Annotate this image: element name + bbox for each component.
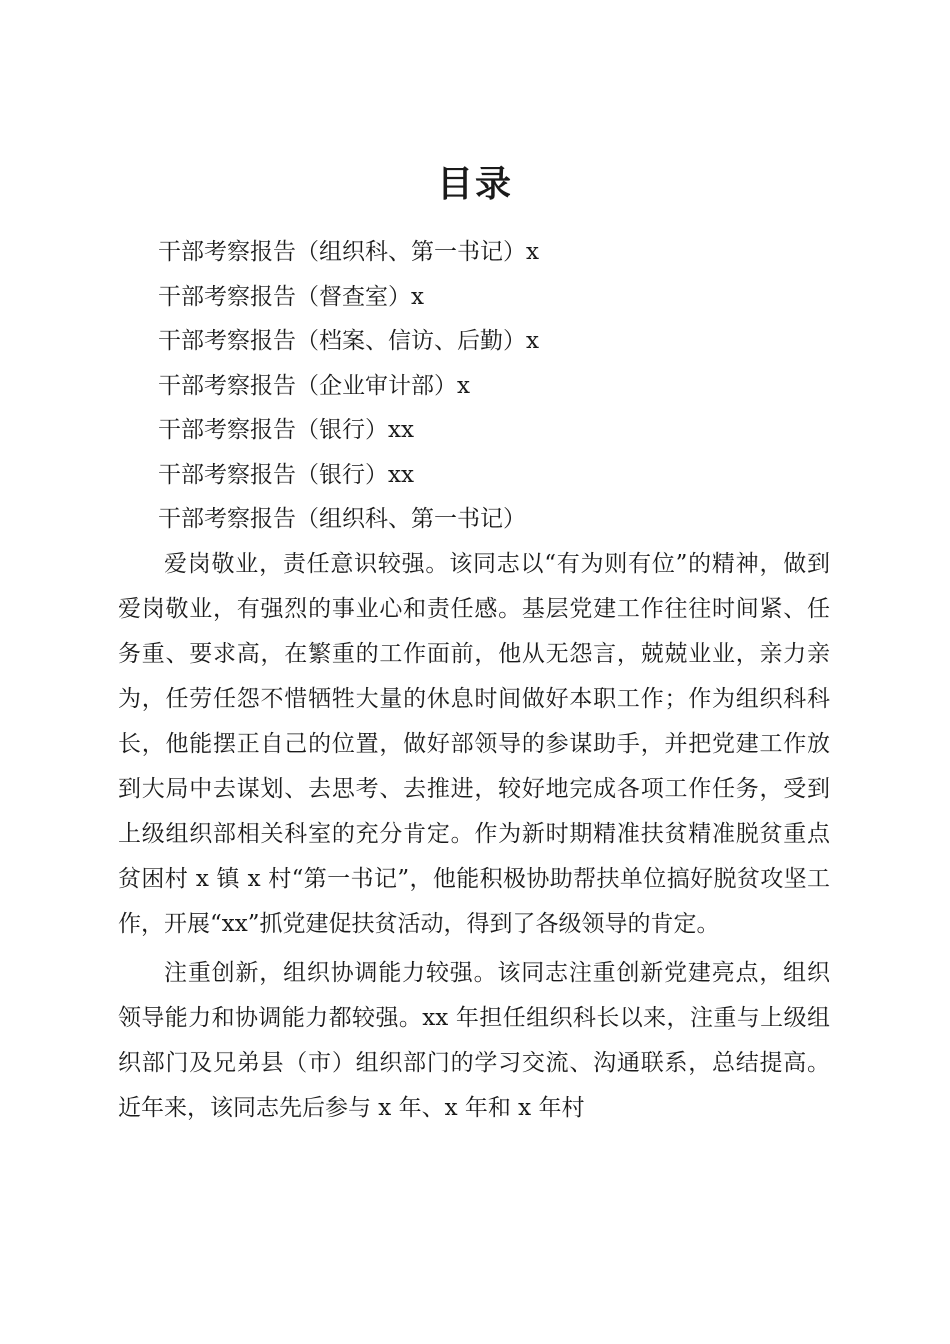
table-of-contents (158, 230, 539, 542)
toc-item: 干部考察报告（银行）xx (158, 461, 414, 488)
toc-item: 干部考察报告（企业审计部）x (158, 372, 470, 399)
toc-item: 干部考察报告（组织科、第一书记）x (158, 239, 539, 265)
body-paragraph: 爱岗敬业，责任意识较强。该同志以“有为则有位”的精神，做到爱岗敬业，有强烈的事业心和责任感。基层党建工作往往时间紧、任务重、要求高，在繁重的工作面前，他从无怨言，兢兢业业，亲力亲为，任劳任怨不惜牺牲大量的休息时间做好本职工作；作为组织科科长，他能摆正自己的位置，做好部领导的参谋助手，并把党建工作放到大局中去谋划、去思考、去推进，较好地完成各项工作任务，受到上级组织部相关科室的充分肯定。作为新时期精准扶贫精准脱贫重点贫困村 x 镇 x 村“第一书记”，他能积极协助帮扶单位搞好脱贫攻坚工作，开展“xx”抓党建促扶贫活动，得到了各级领导的肯定。 (118, 551, 830, 937)
toc-item: 干部考察报告（档案、信访、后勤）x (158, 328, 539, 354)
toc-item: 干部考察报告（督查室）x (158, 283, 424, 310)
body-paragraph: 注重创新，组织协调能力较强。该同志注重创新党建亮点，组织领导能力和协调能力都较强。xx 年担任组织科长以来，注重与上级组织部门及兄弟县（市）组织部门的学习交流、沟通联系，总结提高。近年来，该同志先后参与 x 年、x 年和 x 年村 (118, 960, 830, 1121)
toc-item: 干部考察报告（银行）xx (158, 417, 414, 443)
document-body (118, 542, 830, 1131)
toc-item: 干部考察报告（组织科、第一书记） (158, 506, 526, 532)
page-title: 目录 (436, 163, 513, 206)
